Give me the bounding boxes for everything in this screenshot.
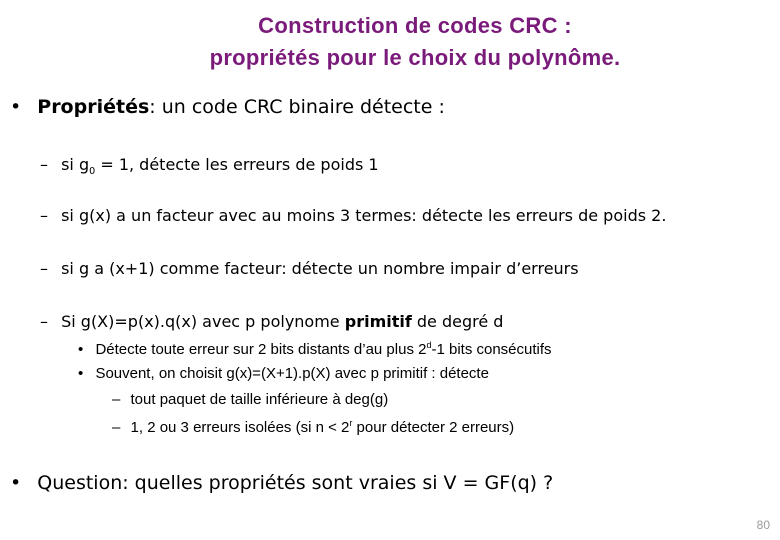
sub-sub-list-item	[112, 391, 388, 408]
list-item	[40, 155, 379, 177]
sub-item-superscript: d	[426, 340, 432, 350]
item-text: Si g(X)=p(x).q(x) avec p polynome	[61, 312, 345, 331]
bullet-properties	[10, 96, 445, 118]
sub-list-item	[78, 340, 552, 358]
sub-item-text: -1 bits consécutifs	[431, 341, 552, 358]
sub-sub-list-item	[112, 418, 514, 436]
dash-marker: –	[112, 391, 121, 408]
slide-title-line1: Construction de codes CRC :	[258, 13, 572, 38]
question-text: Question: quelles propriétés sont vraies si V = GF(q) ?	[37, 472, 554, 494]
dash-marker: –	[40, 312, 48, 331]
item-text: si g	[61, 155, 90, 174]
sub-sub-item-text: 1, 2 ou 3 erreurs isolées (si n < 2	[130, 419, 350, 436]
properties-label: Propriétés	[37, 96, 150, 118]
sub-item-text: Détecte toute erreur sur 2 bits distants d’au plus 2	[95, 341, 427, 358]
item-subscript: 0	[89, 166, 96, 178]
list-item	[40, 206, 666, 225]
item-text: = 1, détecte les erreurs de poids 1	[95, 155, 379, 174]
properties-text: : un code CRC binaire détecte :	[149, 96, 445, 118]
dash-marker: –	[40, 206, 48, 225]
item-text: si g a (x+1) comme facteur: détecte un nombre impair d’erreurs	[61, 259, 579, 278]
sub-sub-item-text: pour détecter 2 erreurs)	[352, 419, 515, 436]
dash-marker: –	[40, 259, 48, 278]
sub-sub-item-superscript: r	[349, 418, 353, 428]
sub-list-item	[78, 365, 489, 382]
item-text: de degré d	[411, 312, 504, 331]
item-bold-text: primitif	[344, 312, 412, 331]
sub-item-text: Souvent, on choisit g(x)=(X+1).p(X) avec p primitif : détecte	[95, 365, 489, 382]
page-number: 80	[756, 518, 770, 532]
list-item	[40, 312, 503, 331]
dash-marker: –	[112, 419, 121, 436]
dash-marker: –	[40, 155, 48, 174]
sub-sub-item-text: tout paquet de taille inférieure à deg(g)	[130, 391, 389, 408]
item-text: si g(x) a un facteur avec au moins 3 termes: détecte les erreurs de poids 2.	[61, 206, 667, 225]
slide-title-line2: propriétés pour le choix du polynôme.	[209, 45, 621, 70]
bullet-marker: •	[10, 472, 22, 494]
bullet-question	[10, 472, 553, 494]
slide-title	[0, 10, 780, 74]
list-item	[40, 259, 579, 278]
dot-marker: •	[78, 341, 84, 358]
dot-marker: •	[78, 365, 84, 382]
bullet-marker: •	[10, 96, 22, 118]
